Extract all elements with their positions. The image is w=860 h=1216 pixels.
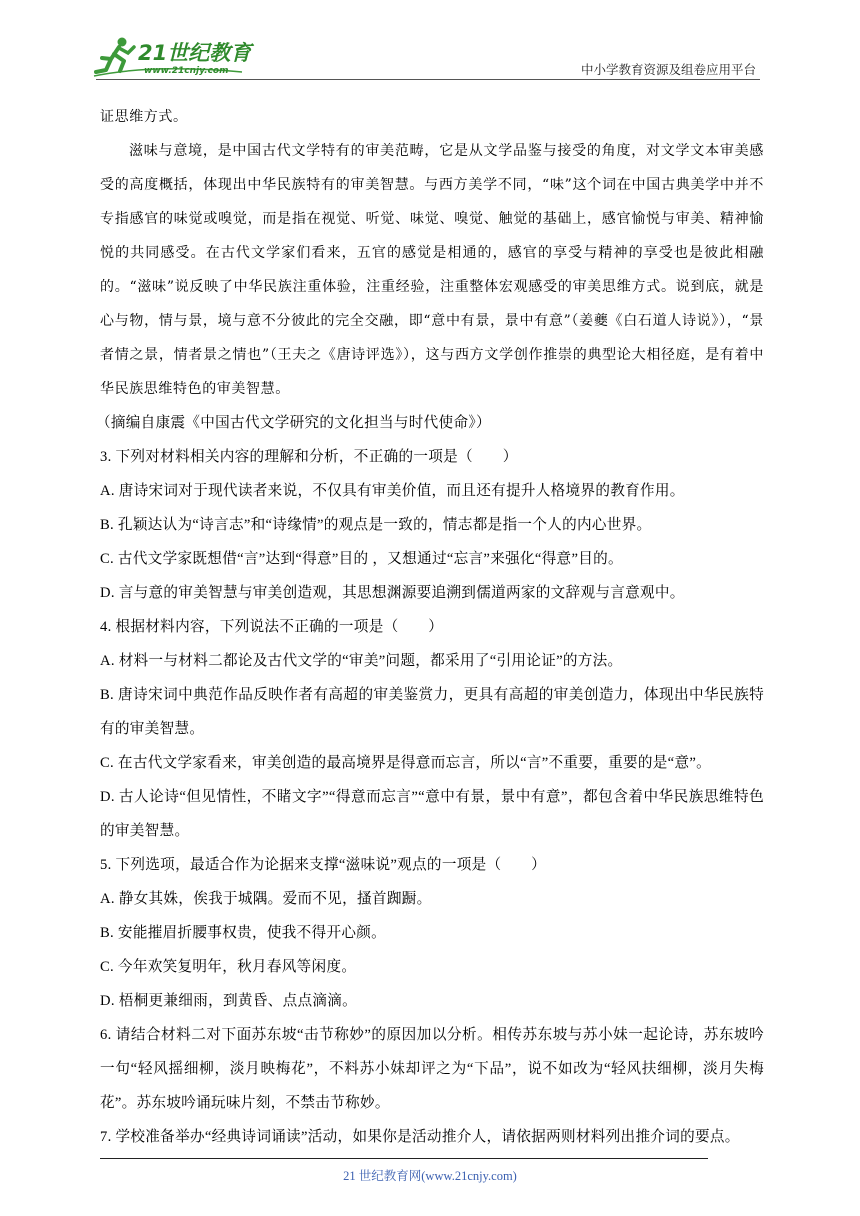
header-divider: [96, 79, 760, 80]
page-header: [0, 0, 860, 90]
question-stem: 5. 下列选项，最适合作为论据来支撑“滋味说”观点的一项是（ ）: [100, 857, 547, 873]
question-option: D. 梧桐更兼细雨，到黄昏、点点滴滴。: [100, 993, 358, 1009]
logo-text: 21世纪教育: [138, 41, 252, 65]
passage-source: （摘编自康震《中国古代文学研究的文化担当与时代使命》）: [96, 415, 491, 431]
passage-paragraph: 滋味与意境，是中国古代文学特有的审美范畴，它是从文学品鉴与接受的角度，对文学文本审美感受的高度概括，体现出中华民族特有的审美智慧。与西方美学不同，“味”这个词在中国古典美学中并不专指感官的味觉或嗅觉，而是指在视觉、听觉、味觉、嗅觉、触觉的基础上，感官愉悦与审美、精神愉悦的共同感受。在古代文学家们看来，五官的感觉是相通的，感官的享受与精神的享受也是彼此相融的。“滋味”说反映了中华民族注重体验，注重经验，注重整体宏观感受的审美思维方式。说到底，就是心与物，情与景，境与意不分彼此的完全交融，即“意中有景，景中有意”（姜夔《白石道人诗说》），“景者情之景，情者景之情也”（王夫之《唐诗评选》），这与西方文学创作推崇的典型论大相径庭，是有着中华民族思维特色的审美智慧。: [100, 143, 764, 397]
questions-section: [96, 406, 764, 1154]
question-option: B. 安能摧眉折腰事权贵，使我不得开心颜。: [100, 925, 387, 941]
question-option: A. 唐诗宋词对于现代读者来说，不仅具有审美价值，而且还有提升人格境界的教育作用。: [100, 483, 685, 499]
question-option: B. 唐诗宋词中典范作品反映作者有高超的审美鉴赏力，更具有高超的审美创造力，体现出中华民族特有的审美智慧。: [100, 687, 764, 737]
runner-icon: [96, 38, 134, 73]
question-option: A. 静女其姝，俟我于城隅。爱而不见，搔首踟蹰。: [100, 891, 432, 907]
page-content: [96, 100, 764, 1154]
passage-continuation: 证思维方式。: [100, 109, 188, 125]
question-stem: 6. 请结合材料二对下面苏东坡“击节称妙”的原因加以分析。相传苏东坡与苏小妹一起论诗，苏东坡吟一句“轻风摇细柳，淡月映梅花”，不料苏小妹却评之为“下品”，说不如改为“轻风扶细柳，淡月失梅花”。苏东坡吟诵玩味片刻，不禁击节称妙。: [100, 1027, 764, 1111]
question-option: B. 孔颖达认为“诗言志”和“诗缘情”的观点是一致的，情志都是指一个人的内心世界。: [100, 517, 652, 533]
reading-passage: [100, 100, 764, 406]
question-stem: 7. 学校准备举办“经典诗词诵读”活动，如果你是活动推介人，请依据两则材料列出推介词的要点。: [100, 1129, 740, 1145]
question-option: C. 今年欢笑复明年，秋月春风等闲度。: [100, 959, 357, 975]
logo-url: www.21cnjy.com: [144, 66, 229, 76]
question-option: C. 古代文学家既想借“言”达到“得意”目的 ，又想通过“忘言”来强化“得意”目的。: [100, 551, 623, 567]
question-option: D. 古人论诗“但见情性，不睹文字”“得意而忘言”“意中有景，景中有意”，都包含着中华民族思维特色的审美智慧。: [100, 789, 764, 839]
footer-divider: [100, 1158, 708, 1159]
footer-link[interactable]: 21 世纪教育网(www.21cnjy.com): [343, 1169, 517, 1183]
platform-name: 中小学教育资源及组卷应用平台: [580, 62, 756, 77]
question-option: D. 言与意的审美智慧与审美创造观，其思想渊源要追溯到儒道两家的文辞观与言意观中。: [100, 585, 685, 601]
question-option: A. 材料一与材料二都论及古代文学的“审美”问题，都采用了“引用论证”的方法。: [100, 653, 623, 669]
question-option: C. 在古代文学家看来，审美创造的最高境界是得意而忘言，所以“言”不重要，重要的是“意”。: [100, 755, 712, 771]
question-stem: 3. 下列对材料相关内容的理解和分析，不正确的一项是（ ）: [100, 449, 518, 465]
question-stem: 4. 根据材料内容，下列说法不正确的一项是（ ）: [100, 619, 444, 635]
site-logo[interactable]: [92, 34, 262, 80]
